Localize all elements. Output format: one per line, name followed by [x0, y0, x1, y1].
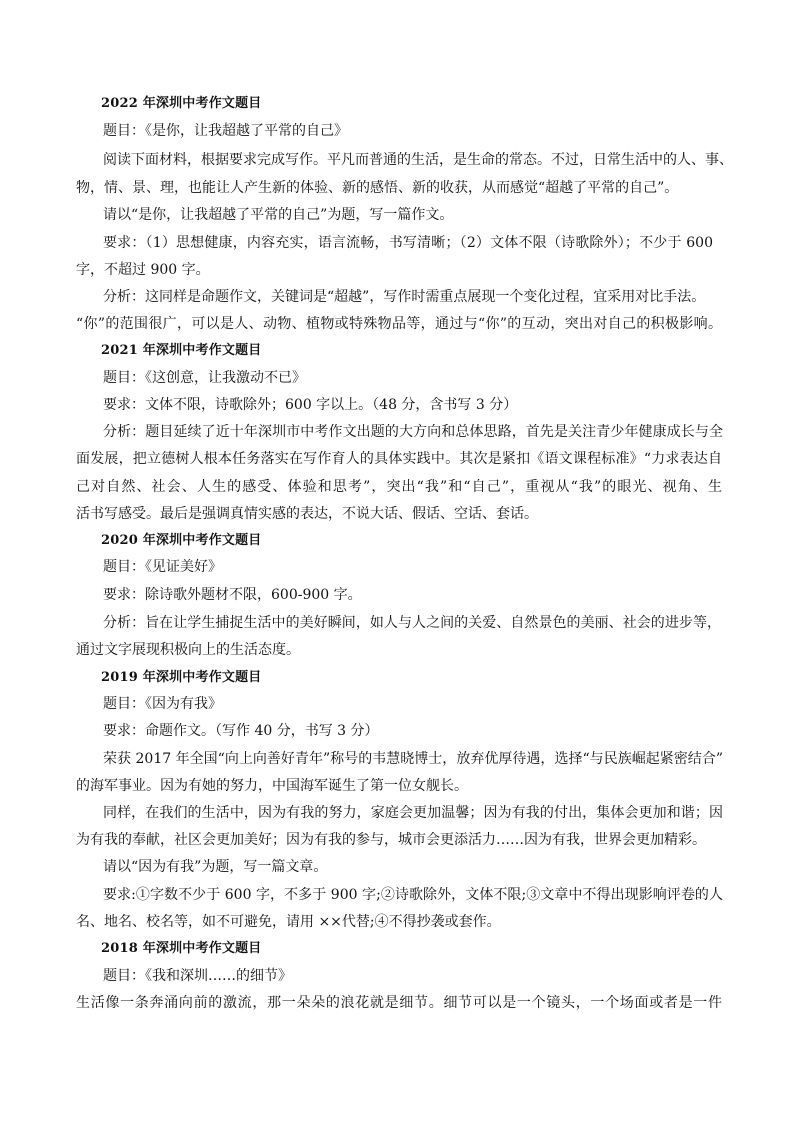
analysis-line: 分析：旨在让学生捕捉生活中的美好瞬间，如人与人之间的关爱、自然景色的美丽、社会的进步等，	[103, 615, 721, 631]
prompt-line: 生活像一条奔涌向前的激流，那一朵朵的浪花就是细节。细节可以是一个镜头，一个场面或者是一件	[76, 995, 722, 1011]
section-heading-2020: 2020 年深圳中考作文题目	[101, 533, 262, 548]
requirement-line: 要求：（1）思想健康，内容充实，语言流畅，书写清晰；（2）文体不限（诗歌除外）；不少于 600	[103, 235, 713, 251]
requirement-line: 名、地名、校名等，如不可避免，请用 ××代替;④不得抄袭或套作。	[76, 914, 501, 930]
essay-title-2020: 题目：《见证美好》	[103, 559, 222, 575]
requirement-line: 要求：文体不限，诗歌除外；600 字以上。（48 分，含书写 3 分）	[103, 397, 518, 413]
essay-title-2022: 题目：《是你，让我超越了平常的自己》	[103, 123, 348, 139]
essay-title-2018: 题目：《我和深圳……的细节》	[103, 968, 292, 984]
paragraph-line: 物，情、景、理，也能让人产生新的体验、新的感悟、新的收获，从而感觉“超越了平常的自己”。	[76, 180, 679, 196]
analysis-line: 分析：这同样是命题作文，关键词是“超越”，写作时需重点展现一个变化过程，宜采用对比手法。	[103, 289, 706, 305]
section-heading-2021: 2021 年深圳中考作文题目	[101, 343, 262, 358]
prompt-line: 同样，在我们的生活中，因为有我的努力，家庭会更加温馨；因为有我的付出，集体会更加和谐；因	[103, 805, 723, 821]
requirement-line: 要求：命题作文。（写作 40 分，书写 3 分）	[103, 723, 379, 739]
analysis-line: 分析：题目延续了近十年深圳市中考作文出题的大方向和总体思路，首先是关注青少年健康成长与全	[103, 424, 723, 440]
requirement-line: 字，不超过 900 字。	[76, 262, 210, 278]
requirement-line: 要求:①字数不少于 600 字，不多于 900 字;②诗歌除外，文体不限;③文章中不得出现影响评卷的人	[103, 887, 723, 903]
analysis-line: 面发展，把立德树人根本任务落实在写作育人的具体实践中。其次是紧扣《语文课程标准》“力求表达自	[76, 451, 722, 467]
section-heading-2018: 2018 年深圳中考作文题目	[101, 941, 262, 956]
prompt-line: 荣获 2017 年全国“向上向善好青年”称号的韦慧晓博士，放弃优厚待遇，选择“与民族崛起紧密结合”	[103, 751, 723, 767]
analysis-line: 己对自然、社会、人生的感受、体验和思考”，突出“我”和“自己”，重视从“我”的眼光、视角、生	[76, 479, 722, 495]
requirement-line: 要求：除诗歌外题材不限，600-900 字。	[103, 587, 362, 603]
section-heading-2022: 2022 年深圳中考作文题目	[101, 96, 262, 111]
analysis-line: 活书写感受。最后是强调真情实感的表达，不说大话、假话、空话、套话。	[76, 506, 538, 522]
paragraph-line: 请以“是你，让我超越了平常的自己”为题，写一篇作文。	[103, 207, 454, 223]
essay-title-2021: 题目：《这创意，让我激动不已》	[103, 370, 306, 386]
prompt-line: 请以“因为有我”为题，写一篇文章。	[103, 859, 328, 875]
prompt-line: 为有我的奉献，社区会更加美好；因为有我的参与，城市会更添活力……因为有我，世界会更加精彩。	[76, 832, 706, 848]
essay-title-2019: 题目：《因为有我》	[103, 696, 222, 712]
paragraph-line: 阅读下面材料，根据要求完成写作。平凡而普通的生活，是生命的常态。不过，日常生活中的人、事、	[103, 152, 733, 168]
prompt-line: 的海军事业。因为有她的努力，中国海军诞生了第一位女舰长。	[76, 778, 468, 794]
analysis-line: 通过文字展现积极向上的生活态度。	[76, 642, 300, 658]
section-heading-2019: 2019 年深圳中考作文题目	[101, 670, 262, 685]
analysis-line: “你”的范围很广，可以是人、动物、植物或特殊物品等，通过与“你”的互动，突出对自己的积极影响。	[76, 316, 722, 332]
